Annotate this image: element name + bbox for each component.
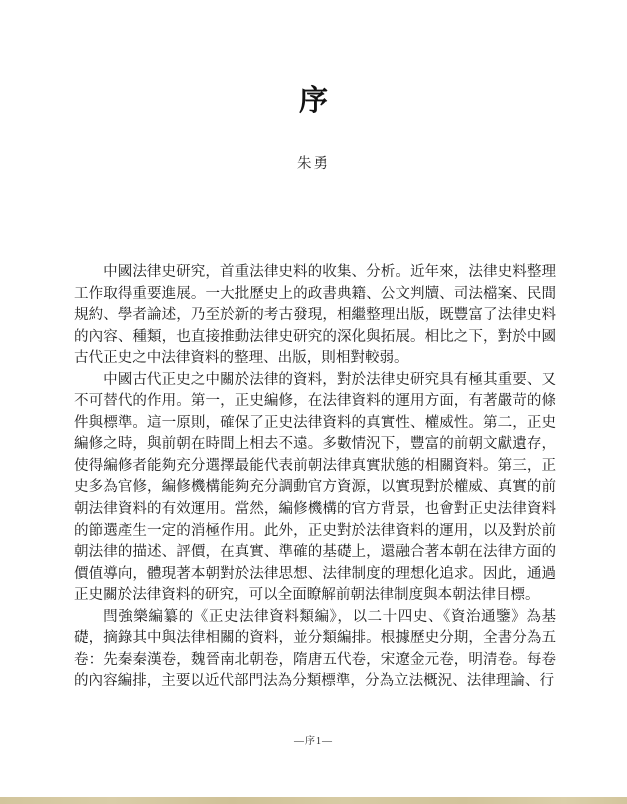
page-number-footer: —序1— [294,736,333,747]
paragraph-1: 中國法律史研究，首重法律史料的收集、分析。近年來，法律史料整理工作取得重要進展。一大批歷史上的政書典籍、公文判牘、司法檔案、民間規約、學者論述，乃至於新的考古發現，相繼整理出版，既豐富了法律史料的內容、種類，也直接推動法律史研究的深化與拓展。相比之下，對於中國古代正史之中法律資料的整理、出版，則相對較弱。 [74,264,556,367]
page-title: 序 [298,85,328,117]
paragraph-3: 閆強樂編纂的《正史法律資料類編》，以二十四史、《資治通鑒》為基礎，摘錄其中與法律相關的資料，並分類編排。根據歷史分期，全書分為五卷：先秦秦漢卷，魏晉南北朝卷，隋唐五代卷，宋遼金元卷，明清卷。每卷的內容編排，主要以近代部門法為分類標準，分為立法概況、法律理論、行 [74,608,556,690]
page-bottom-edge [0,797,627,804]
author-name: 朱勇 [297,156,330,172]
paragraph-2: 中國古代正史之中關於法律的資料，對於法律史研究具有極其重要、又不可替代的作用。第一，正史編修，在法律資料的運用方面，有著嚴苛的條件與標準。這一原則，確保了正史法律資料的真實性、權威性。第二，正史編修之時，與前朝在時間上相去不遠。多數情況下，豐富的前朝文獻遺存，使得編修者能夠充分選擇最能代表前朝法律真實狀態的相關資料。第三，正史多為官修，編修機構能夠充分調動官方資源，以實現對於權威、真實的前朝法律資料的有效運用。當然，編修機構的官方背景，也會對正史法律資料的節選產生一定的消極作用。此外，正史對於法律資料的運用，以及對於前朝法律的描述、評價，在真實、準確的基礎上，還融合著本朝在法律方面的價值導向，體現著本朝對於法律思想、法律制度的理想化追求。因此，通過正史關於法律資料的研究，可以全面瞭解前朝法律制度與本朝法律目標。 [74,371,556,604]
preface-body [74,262,556,693]
